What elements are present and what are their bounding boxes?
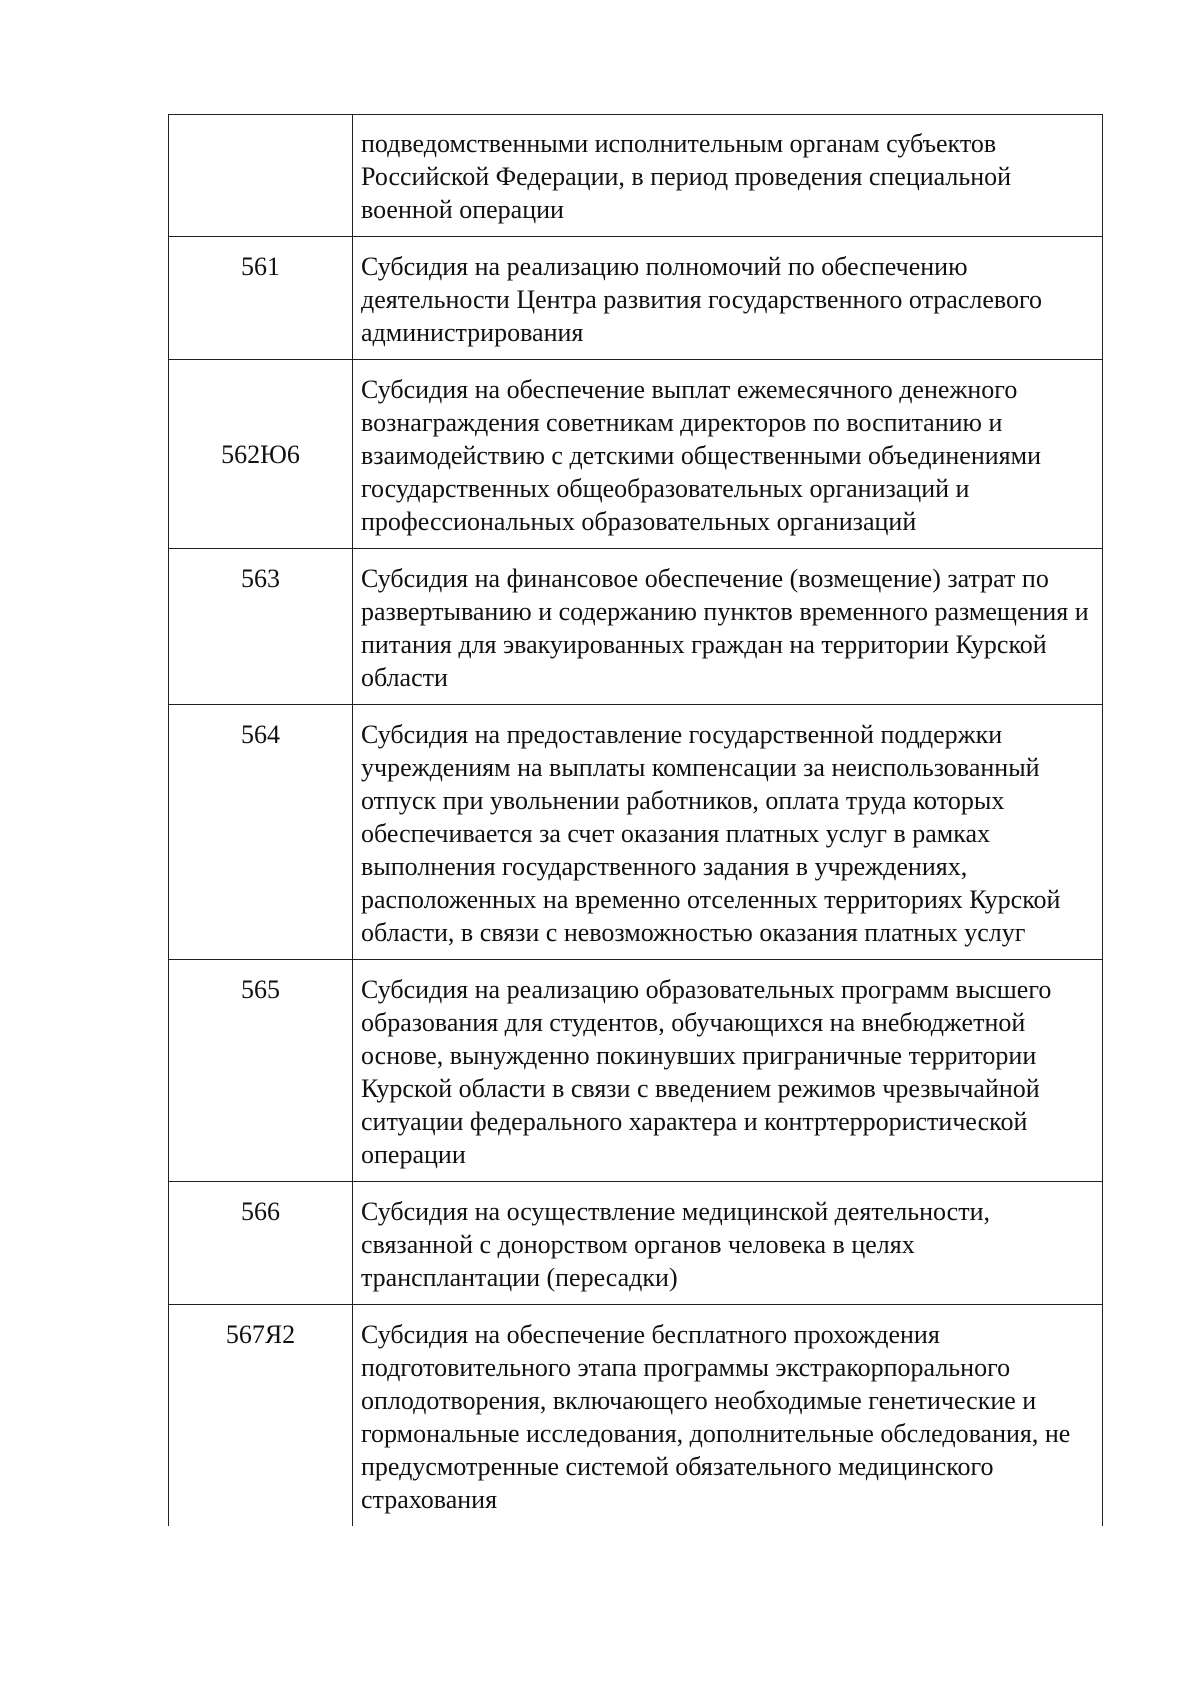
code-cell (169, 1305, 353, 1527)
code-cell (169, 1182, 353, 1305)
code-text (169, 115, 352, 137)
code-text: 563 (241, 564, 280, 593)
code-text: 564 (241, 720, 280, 749)
description-text: Субсидия на финансовое обеспечение (возмещение) затрат по развертыванию и содержанию пунктов временного размещения и питания для эвакуированных граждан на территории Курской области (361, 564, 1089, 692)
code-text: 567Я2 (225, 1320, 296, 1349)
table-row (169, 360, 1103, 549)
table-row (169, 960, 1103, 1182)
table-row (169, 549, 1103, 705)
description-cell (353, 705, 1103, 960)
description-cell (353, 1305, 1103, 1527)
description-text: Субсидия на обеспечение бесплатного прохождения подготовительного этапа программы экстракорпорального оплодотворения, включающего необходимые генетические и гормональные исследования, дополнительные обследования, не предусмотренные системой обязательного медицинского страхования (361, 1320, 1071, 1514)
description-text: Субсидия на осуществление медицинской деятельности, связанной с донорством органов человека в целях трансплантации (пересадки) (361, 1197, 991, 1292)
description-cell (353, 360, 1103, 549)
table-row (169, 1182, 1103, 1305)
table-row (169, 705, 1103, 960)
description-cell (353, 1182, 1103, 1305)
table-row (169, 115, 1103, 237)
code-cell (169, 705, 353, 960)
table-row (169, 1305, 1103, 1527)
budget-codes-table (168, 114, 1103, 1526)
description-text: Субсидия на реализацию полномочий по обеспечению деятельности Центра развития государственного отраслевого администрирования (361, 252, 1042, 347)
table-row (169, 237, 1103, 360)
code-text: 561 (241, 252, 280, 281)
description-cell (353, 549, 1103, 705)
description-text: Субсидия на обеспечение выплат ежемесячного денежного вознаграждения советникам директоров по воспитанию и взаимодействию с детскими общественными объединениями государственных общеобразовательных организаций и профессиональных образовательных организаций (361, 375, 1041, 536)
code-cell (169, 549, 353, 705)
description-cell (353, 960, 1103, 1182)
code-cell (169, 115, 353, 237)
description-text: Субсидия на предоставление государственной поддержки учреждениям на выплаты компенсации за неиспользованный отпуск при увольнении работников, оплата труда которых обеспечивается за счет оказания платных услуг в рамках выполнения государственного задания в учреждениях, расположенных на временно отселенных территориях Курской области, в связи с невозможностью оказания платных услуг (361, 720, 1061, 947)
code-text: 566 (241, 1197, 280, 1226)
code-text: 565 (241, 975, 280, 1004)
code-cell (169, 960, 353, 1182)
code-cell (169, 360, 353, 549)
description-text: Субсидия на реализацию образовательных программ высшего образования для студентов, обучающихся на внебюджетной основе, вынужденно покинувших приграничные территории Курской области в связи с введением режимов чрезвычайной ситуации федерального характера и контртеррористической операции (361, 975, 1052, 1169)
code-cell (169, 237, 353, 360)
description-cell (353, 237, 1103, 360)
code-text: 562Ю6 (221, 439, 300, 469)
description-cell (353, 115, 1103, 237)
description-text: подведомственными исполнительным органам субъектов Российской Федерации, в период проведения специальной военной операции (361, 129, 1012, 224)
